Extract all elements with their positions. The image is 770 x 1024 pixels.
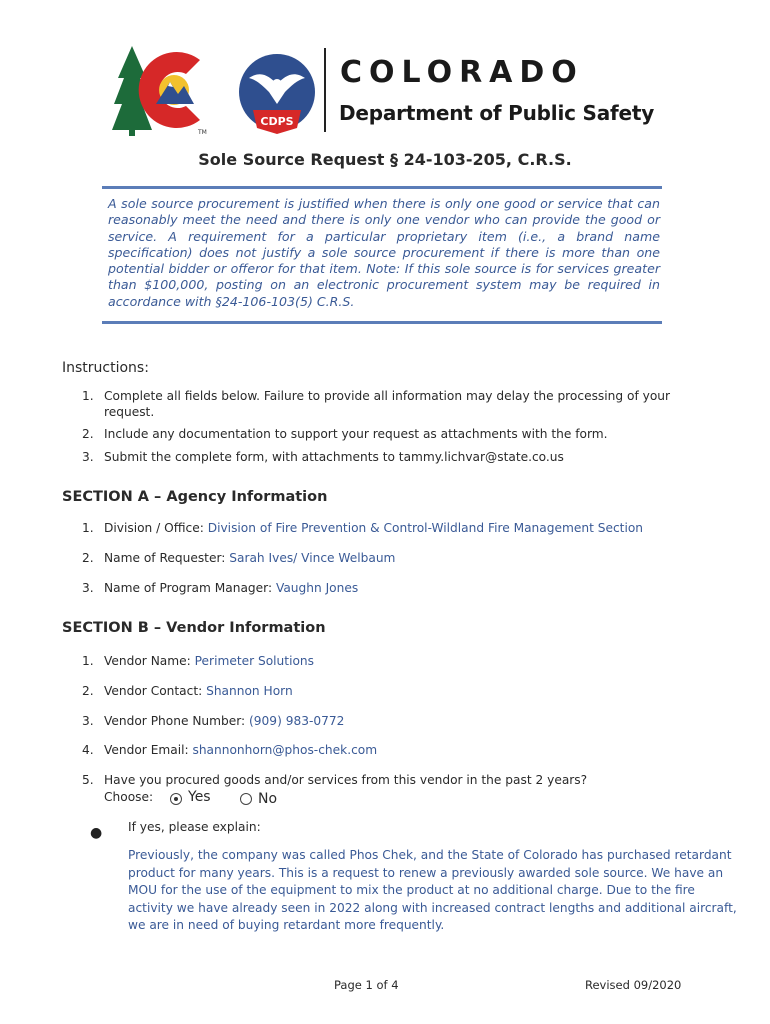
field-value[interactable]: Sarah Ives/ Vince Welbaum — [229, 551, 396, 565]
radio-yes[interactable] — [170, 793, 182, 805]
field-label: Name of Program Manager: — [104, 581, 273, 595]
instruction-text: Complete all fields below. Failure to provide all information may delay the processing of your request. — [104, 389, 671, 419]
department-name: Department of Public Safety — [339, 101, 655, 125]
field-label: Vendor Phone Number: — [104, 714, 246, 728]
header-logos — [112, 42, 672, 147]
field-label: Vendor Name: — [104, 654, 191, 668]
field-value[interactable]: Perimeter Solutions — [194, 654, 314, 668]
field-label: Vendor Contact: — [104, 684, 203, 698]
revision-date: Revised 09/2020 — [585, 978, 682, 992]
explain-label: If yes, please explain: — [128, 820, 261, 834]
requester-name-field: 2. Name of Requester: Sarah Ives/ Vince Welbaum — [82, 551, 396, 565]
field-label: Name of Requester: — [104, 551, 226, 565]
vendor-phone-field: 3. Vendor Phone Number: (909) 983-0772 — [82, 714, 345, 728]
svg-text:CDPS: CDPS — [260, 115, 294, 128]
field-value[interactable]: Shannon Horn — [206, 684, 293, 698]
field-value[interactable]: (909) 983-0772 — [249, 714, 345, 728]
intro-rule-bottom — [102, 321, 662, 324]
bullet-icon: ● — [90, 825, 103, 841]
agency-name: COLORADO — [340, 55, 584, 90]
intro-text: A sole source procurement is justified when there is only one good or service that can reasonably meet the need and there is only one vendor who can provide the good or service. A requirement for a particular proprietary item (i.e., a brand name specification) does not justify a sole source procurement if there is more than one potential bidder or offeror for that item. Note: If this sole source is for services greater than $100,000, posting on an electronic procurement system may be required in accordance with §24-106-103(5) C.R.S. — [108, 196, 660, 309]
section-b-heading: SECTION B – Vendor Information — [62, 620, 326, 636]
document-title: Sole Source Request § 24-103-205, C.R.S. — [198, 150, 572, 169]
header-divider — [324, 48, 326, 132]
instruction-text: Include any documentation to support your request as attachments with the form. — [104, 427, 608, 441]
question-text: Have you procured goods and/or services from this vendor in the past 2 years? — [104, 773, 588, 787]
section-a-heading: SECTION A – Agency Information — [62, 489, 328, 505]
page-number: Page 1 of 4 — [334, 978, 399, 992]
program-manager-field: 3. Name of Program Manager: Vaughn Jones — [82, 581, 359, 595]
cdps-eagle-logo — [227, 48, 327, 138]
instruction-text: Submit the complete form, with attachments to tammy.lichvar@state.co.us — [104, 450, 564, 464]
choose-label: Choose: — [104, 790, 154, 804]
division-office-field: 1. Division / Office: Division of Fire Prevention & Control-Wildland Fire Management Section — [82, 521, 644, 535]
vendor-name-field: 1. Vendor Name: Perimeter Solutions — [82, 654, 314, 668]
radio-yes-label: Yes — [188, 789, 211, 805]
instruction-number: 2. — [82, 427, 94, 441]
explanation-text[interactable]: Previously, the company was called Phos Chek, and the State of Colorado has purchased retardant product for many years. This is a request to renew a previously awarded sole source. We have an MOU for the use of the equipment to mix the product at no additional charge. Due to the fire activity we have already seen in 2022 along with increased contract lengths and additional aircraft, we are in need of buying retardant more frequently. — [128, 848, 737, 932]
field-value[interactable]: Vaughn Jones — [275, 581, 359, 595]
vendor-contact-field: 2. Vendor Contact: Shannon Horn — [82, 684, 293, 698]
field-label: Vendor Email: — [104, 743, 189, 757]
radio-no[interactable] — [240, 793, 252, 805]
instruction-number: 1. — [82, 389, 94, 403]
intro-rule-top — [102, 186, 662, 189]
field-value[interactable]: shannonhorn@phos-chek.com — [192, 743, 378, 757]
instruction-number: 3. — [82, 450, 94, 464]
colorado-c-logo — [112, 42, 227, 138]
radio-selected-dot — [174, 797, 178, 801]
prior-procurement-question: 5. Have you procured goods and/or services from this vendor in the past 2 years? — [82, 773, 588, 787]
svg-text:TM: TM — [198, 129, 207, 136]
field-label: Division / Office: — [104, 521, 204, 535]
radio-no-label: No — [258, 791, 278, 807]
intro-box — [102, 186, 662, 324]
instructions-heading: Instructions: — [62, 360, 149, 376]
field-value[interactable]: Division of Fire Prevention & Control-Wildland Fire Management Section — [207, 521, 644, 535]
vendor-email-field: 4. Vendor Email: shannonhorn@phos-chek.com — [82, 743, 378, 757]
